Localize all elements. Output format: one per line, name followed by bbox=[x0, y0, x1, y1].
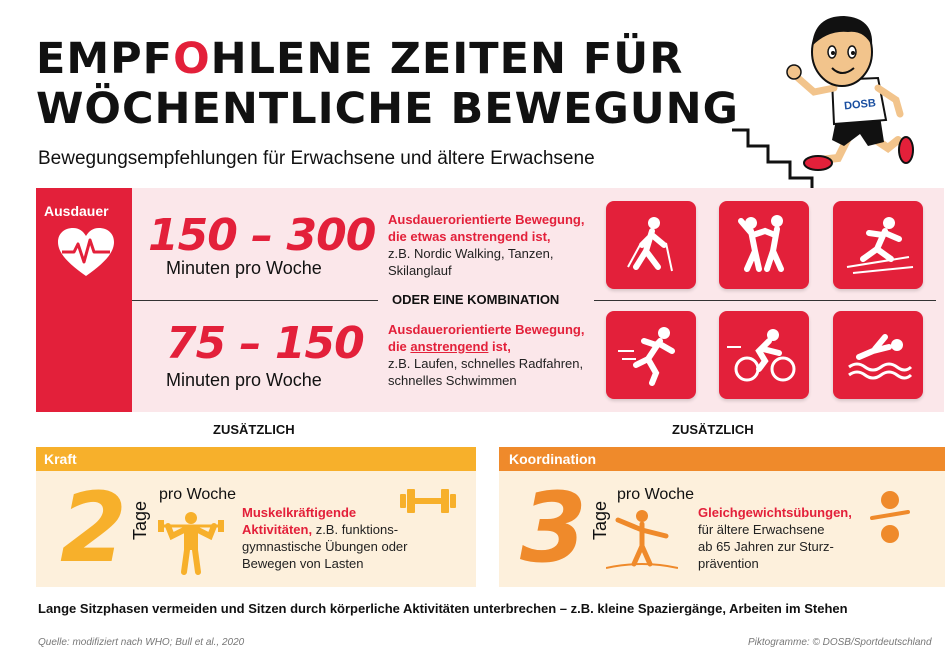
minutes-per-week-label-2: Minuten pro Woche bbox=[166, 370, 322, 390]
minutes-per-week-label-1: Minuten pro Woche bbox=[166, 258, 322, 278]
koordination-title: Koordination bbox=[509, 451, 597, 467]
cross-country-skiing-icon bbox=[833, 201, 923, 289]
ausdauer-sidebar bbox=[36, 188, 132, 412]
pictogram-credit: Piktogramme: © DOSB/Sportdeutschland bbox=[748, 637, 932, 648]
koordination-days-label: Tage bbox=[590, 500, 610, 540]
dumbbell-icon bbox=[398, 486, 458, 516]
nordic-walking-icon bbox=[606, 201, 696, 289]
kraft-per-week: pro Woche bbox=[159, 486, 237, 503]
mascot-illustration bbox=[728, 8, 928, 188]
koordination-days-number: 3 bbox=[520, 472, 587, 584]
tile-dancing bbox=[719, 201, 809, 289]
dancing-icon bbox=[719, 201, 809, 289]
subtitle: Bewegungsempfehlungen für Erwachsene und ältere Erwachsene bbox=[38, 148, 595, 169]
tile-nordic-walking bbox=[606, 201, 696, 289]
ausdauer-desc-2: Ausdauerorientierte Bewegung, die anstrengend ist, z.B. Laufen, schnelles Radfahren, schnelles Schwimmen bbox=[388, 322, 585, 388]
range-75-150: 75 – 150 bbox=[166, 318, 364, 369]
ausdauer-label: Ausdauer bbox=[44, 203, 109, 219]
source-credit: Quelle: modifiziert nach WHO; Bull et al., 2020 bbox=[38, 637, 245, 648]
cycling-icon bbox=[719, 311, 809, 399]
page-title bbox=[36, 34, 739, 134]
mascot-shirt-text: DOSB bbox=[843, 97, 877, 113]
divider-line-right bbox=[594, 300, 936, 301]
balance-walker-icon bbox=[606, 506, 678, 576]
title-line-2: WÖCHENTLICHE BEWEGUNG bbox=[36, 84, 739, 134]
balance-icon bbox=[870, 490, 910, 544]
zusaetzlich-label-koordination: ZUSÄTZLICH bbox=[672, 422, 754, 437]
tile-cross-country-skiing bbox=[833, 201, 923, 289]
tile-running bbox=[606, 311, 696, 399]
bottom-note: Lange Sitzphasen vermeiden und Sitzen durch körperliche Aktivitäten unterbrechen – z.B. kleine Spaziergänge, Arbeiten im Stehen bbox=[38, 601, 848, 616]
zusaetzlich-label-kraft: ZUSÄTZLICH bbox=[213, 422, 295, 437]
ausdauer-desc-1: Ausdauerorientierte Bewegung, die etwas anstrengend ist, z.B. Nordic Walking, Tanzen, Skilanglauf bbox=[388, 212, 585, 278]
tile-cycling bbox=[719, 311, 809, 399]
divider-line-left bbox=[132, 300, 378, 301]
range-150-300: 150 – 300 bbox=[148, 210, 376, 261]
tile-swimming bbox=[833, 311, 923, 399]
kraft-days-number: 2 bbox=[60, 472, 127, 584]
koordination-desc: Gleichgewichtsübungen, für ältere Erwachsene ab 65 Jahren zur Sturz- prävention bbox=[698, 505, 852, 571]
title-line-1: EMPFOHLENE ZEITEN FÜR bbox=[36, 34, 684, 84]
weightlifter-icon bbox=[158, 506, 224, 576]
heart-pulse-icon bbox=[56, 226, 116, 280]
kraft-header bbox=[36, 447, 476, 471]
swimming-icon bbox=[833, 311, 923, 399]
kraft-title: Kraft bbox=[44, 451, 77, 467]
divider-text: ODER EINE KOMBINATION bbox=[392, 292, 560, 307]
kraft-desc: Muskelkräftigende Aktivitäten, z.B. funktions- gymnastische Übungen oder Bewegen von Lasten bbox=[242, 505, 408, 571]
running-icon bbox=[606, 311, 696, 399]
koordination-per-week: pro Woche bbox=[617, 486, 695, 503]
kraft-days-label: Tage bbox=[130, 500, 150, 540]
